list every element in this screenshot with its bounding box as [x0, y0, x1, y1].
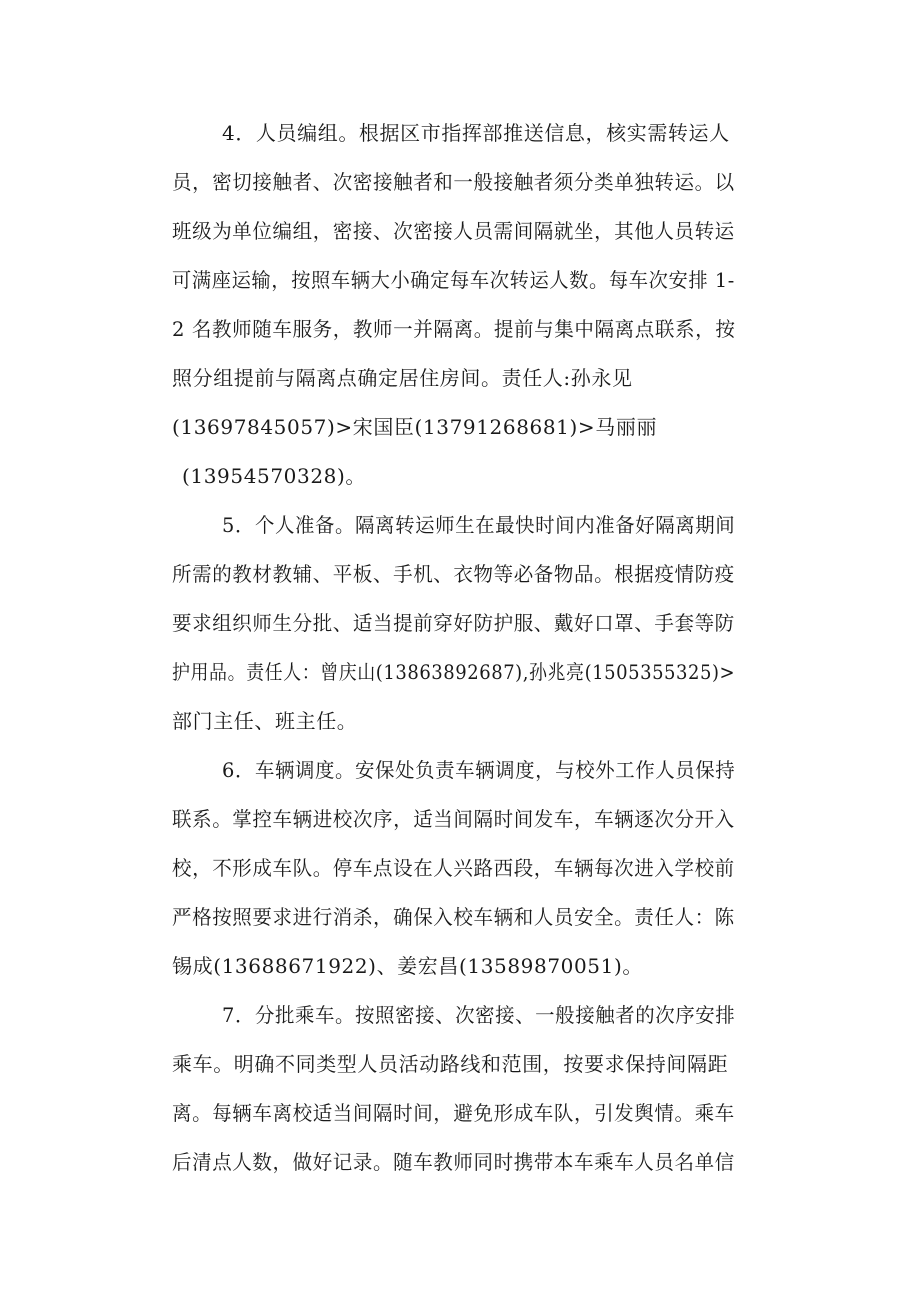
text-line: 7．分批乘车。按照密接、次密接、一般接触者的次序安排 — [222, 1003, 736, 1027]
text-line: 员，密切接触者、次密接触者和一般接触者须分类单独转运。以 — [172, 170, 735, 194]
text-line: 4．人员编组。根据区市指挥部推送信息，核实需转运人 — [222, 121, 730, 145]
text-line: 班级为单位编组，密接、次密接人员需间隔就坐，其他人员转运 — [172, 219, 735, 243]
text-line: 严格按照要求进行消杀，确保入校车辆和人员安全。责任人：陈 — [172, 905, 735, 929]
text-line: 6．车辆调度。安保处负责车辆调度，与校外工作人员保持 — [222, 758, 736, 782]
text-line: 锡成(13688671922)、姜宏昌(13589870051)。 — [172, 954, 643, 978]
text-line: 可满座运输，按照车辆大小确定每车次转运人数。每车次安排 1- — [172, 268, 735, 292]
text-line: 离。每辆车离校适当间隔时间，避免形成车队，引发舆情。乘车 — [172, 1101, 735, 1125]
text-line: (13954570328)。 — [182, 464, 366, 488]
text-line: (13697845057)>宋国臣(13791268681)>马丽丽 — [172, 415, 658, 439]
text-line: 所需的教材教辅、平板、手机、衣物等必备物品。根据疫情防疫 — [172, 562, 735, 586]
text-line: 部门主任、班主任。 — [172, 709, 358, 733]
text-line: 联系。掌控车辆进校次序，适当间隔时间发车，车辆逐次分开入 — [172, 807, 735, 831]
text-line: 校，不形成车队。停车点设在人兴路西段，车辆每次进入学校前 — [172, 856, 735, 880]
text-line: 2 名教师随车服务，教师一并隔离。提前与集中隔离点联系，按 — [172, 317, 736, 341]
text-line: 护用品。责任人：曾庆山(13863892687),孙兆亮(1505355325)> — [172, 660, 736, 684]
text-line: 要求组织师生分批、适当提前穿好防护服、戴好口罩、手套等防 — [172, 611, 735, 635]
text-line: 乘车。明确不同类型人员活动路线和范围，按要求保持间隔距 — [172, 1052, 729, 1076]
text-line: 后清点人数，做好记录。随车教师同时携带本车乘车人员名单信 — [172, 1150, 735, 1174]
text-line: 照分组提前与隔离点确定居住房间。责任人:孙永见 — [172, 366, 633, 390]
text-line: 5．个人准备。隔离转运师生在最快时间内准备好隔离期间 — [222, 513, 736, 537]
